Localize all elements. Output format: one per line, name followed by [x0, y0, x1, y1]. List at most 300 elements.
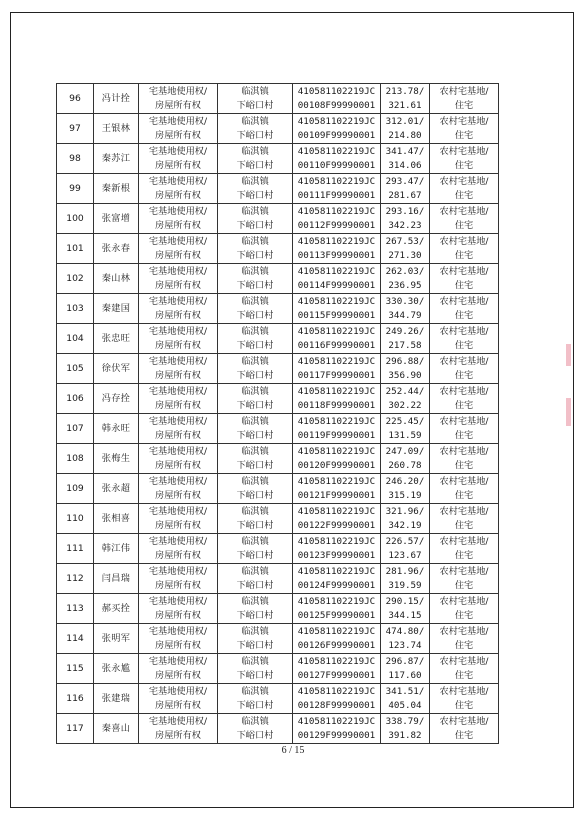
unit-code-cell — [293, 594, 381, 624]
table-row — [57, 264, 499, 294]
location-line: 下峪口村 — [236, 549, 274, 561]
owner-name-cell: 韩永旺 — [94, 414, 139, 444]
location-cell — [218, 114, 293, 144]
usage-line: 农村宅基地/ — [439, 715, 489, 727]
unit-code-cell — [293, 294, 381, 324]
area-cell — [381, 714, 430, 744]
table-row — [57, 114, 499, 144]
right-type-line: 宅基地使用权/ — [148, 505, 208, 517]
area-line: 252.44/ — [385, 385, 425, 397]
location-line: 临淇镇 — [241, 145, 269, 157]
area-line: 214.80 — [388, 129, 422, 141]
location-cell — [218, 534, 293, 564]
area-cell — [381, 174, 430, 204]
location-line: 临淇镇 — [241, 355, 269, 367]
right-type-cell — [139, 294, 218, 324]
usage-line: 住宅 — [454, 249, 474, 261]
area-line: 302.22 — [388, 399, 422, 411]
area-line: 123.74 — [388, 639, 422, 651]
row-number-cell: 109 — [57, 474, 94, 504]
row-number-cell: 113 — [57, 594, 94, 624]
row-number-cell: 105 — [57, 354, 94, 384]
right-type-line: 宅基地使用权/ — [148, 445, 208, 457]
usage-cell — [430, 84, 499, 114]
usage-cell — [430, 444, 499, 474]
location-cell — [218, 294, 293, 324]
usage-line: 农村宅基地/ — [439, 385, 489, 397]
unit-code-line: 00109F99990001 — [297, 129, 376, 141]
unit-code-line: 410581102219JC — [297, 535, 376, 547]
row-number-cell: 102 — [57, 264, 94, 294]
row-number-cell: 98 — [57, 144, 94, 174]
location-line: 临淇镇 — [241, 175, 269, 187]
unit-code-cell — [293, 204, 381, 234]
location-cell — [218, 324, 293, 354]
right-type-line: 房屋所有权 — [155, 519, 201, 531]
right-type-line: 房屋所有权 — [155, 669, 201, 681]
right-type-line: 房屋所有权 — [155, 159, 201, 171]
area-line: 262.03/ — [385, 265, 425, 277]
area-line: 260.78 — [388, 459, 422, 471]
unit-code-cell — [293, 384, 381, 414]
location-line: 下峪口村 — [236, 219, 274, 231]
right-type-line: 宅基地使用权/ — [148, 535, 208, 547]
area-line: 249.26/ — [385, 325, 425, 337]
unit-code-line: 00119F99990001 — [297, 429, 376, 441]
area-line: 117.60 — [388, 669, 422, 681]
unit-code-line: 00121F99990001 — [297, 489, 376, 501]
owner-name-cell: 张永春 — [94, 234, 139, 264]
area-cell — [381, 84, 430, 114]
area-cell — [381, 564, 430, 594]
usage-cell — [430, 144, 499, 174]
right-type-cell — [139, 444, 218, 474]
usage-line: 住宅 — [454, 489, 474, 501]
row-number-cell: 96 — [57, 84, 94, 114]
owner-name-cell: 张明军 — [94, 624, 139, 654]
usage-cell — [430, 504, 499, 534]
right-type-cell — [139, 234, 218, 264]
location-line: 临淇镇 — [241, 295, 269, 307]
table-row — [57, 474, 499, 504]
usage-cell — [430, 204, 499, 234]
usage-cell — [430, 474, 499, 504]
right-type-line: 宅基地使用权/ — [148, 175, 208, 187]
unit-code-cell — [293, 234, 381, 264]
right-type-line: 房屋所有权 — [155, 399, 201, 411]
unit-code-line: 00126F99990001 — [297, 639, 376, 651]
row-number-cell: 110 — [57, 504, 94, 534]
unit-code-cell — [293, 114, 381, 144]
location-cell — [218, 204, 293, 234]
area-line: 312.01/ — [385, 115, 425, 127]
right-type-cell — [139, 114, 218, 144]
unit-code-line: 00112F99990001 — [297, 219, 376, 231]
location-line: 临淇镇 — [241, 205, 269, 217]
location-cell — [218, 684, 293, 714]
table-row — [57, 354, 499, 384]
usage-line: 农村宅基地/ — [439, 445, 489, 457]
location-line: 下峪口村 — [236, 279, 274, 291]
usage-line: 住宅 — [454, 279, 474, 291]
unit-code-line: 410581102219JC — [297, 115, 376, 127]
area-line: 474.80/ — [385, 625, 425, 637]
location-cell — [218, 384, 293, 414]
usage-cell — [430, 654, 499, 684]
location-line: 下峪口村 — [236, 699, 274, 711]
row-number-cell: 97 — [57, 114, 94, 144]
location-cell — [218, 444, 293, 474]
table-row — [57, 534, 499, 564]
table-row — [57, 324, 499, 354]
unit-code-line: 410581102219JC — [297, 355, 376, 367]
area-cell — [381, 534, 430, 564]
right-type-cell — [139, 384, 218, 414]
usage-line: 住宅 — [454, 399, 474, 411]
table-row — [57, 654, 499, 684]
area-cell — [381, 474, 430, 504]
right-type-cell — [139, 474, 218, 504]
right-type-cell — [139, 324, 218, 354]
location-line: 下峪口村 — [236, 189, 274, 201]
table-row — [57, 564, 499, 594]
location-line: 临淇镇 — [241, 115, 269, 127]
usage-cell — [430, 384, 499, 414]
right-type-line: 宅基地使用权/ — [148, 685, 208, 697]
location-cell — [218, 624, 293, 654]
unit-code-line: 00118F99990001 — [297, 399, 376, 411]
location-line: 下峪口村 — [236, 129, 274, 141]
right-type-line: 宅基地使用权/ — [148, 625, 208, 637]
unit-code-cell — [293, 534, 381, 564]
area-line: 321.61 — [388, 99, 422, 111]
area-line: 213.78/ — [385, 85, 425, 97]
unit-code-line: 410581102219JC — [297, 595, 376, 607]
location-line: 下峪口村 — [236, 249, 274, 261]
right-type-line: 房屋所有权 — [155, 219, 201, 231]
unit-code-cell — [293, 354, 381, 384]
right-type-line: 房屋所有权 — [155, 339, 201, 351]
unit-code-line: 410581102219JC — [297, 205, 376, 217]
owner-name-cell: 闫昌瑞 — [94, 564, 139, 594]
right-type-line: 宅基地使用权/ — [148, 295, 208, 307]
unit-code-cell — [293, 654, 381, 684]
usage-line: 住宅 — [454, 369, 474, 381]
area-line: 281.67 — [388, 189, 422, 201]
area-line: 342.19 — [388, 519, 422, 531]
area-cell — [381, 234, 430, 264]
table-row — [57, 684, 499, 714]
unit-code-line: 00108F99990001 — [297, 99, 376, 111]
row-number-cell: 99 — [57, 174, 94, 204]
row-number-cell: 116 — [57, 684, 94, 714]
area-line: 391.82 — [388, 729, 422, 741]
location-line: 临淇镇 — [241, 445, 269, 457]
area-line: 281.96/ — [385, 565, 425, 577]
usage-line: 农村宅基地/ — [439, 115, 489, 127]
location-line: 临淇镇 — [241, 265, 269, 277]
right-type-line: 房屋所有权 — [155, 309, 201, 321]
area-line: 338.79/ — [385, 715, 425, 727]
unit-code-line: 00113F99990001 — [297, 249, 376, 261]
row-number-cell: 114 — [57, 624, 94, 654]
location-line: 下峪口村 — [236, 399, 274, 411]
unit-code-cell — [293, 714, 381, 744]
right-type-cell — [139, 714, 218, 744]
owner-name-cell: 张永超 — [94, 474, 139, 504]
usage-line: 农村宅基地/ — [439, 145, 489, 157]
location-line: 下峪口村 — [236, 609, 274, 621]
right-type-line: 房屋所有权 — [155, 129, 201, 141]
area-line: 246.20/ — [385, 475, 425, 487]
location-line: 下峪口村 — [236, 729, 274, 741]
owner-name-cell: 张梅生 — [94, 444, 139, 474]
usage-line: 住宅 — [454, 159, 474, 171]
right-type-line: 宅基地使用权/ — [148, 355, 208, 367]
location-cell — [218, 564, 293, 594]
unit-code-line: 410581102219JC — [297, 385, 376, 397]
usage-cell — [430, 684, 499, 714]
usage-line: 农村宅基地/ — [439, 265, 489, 277]
area-cell — [381, 504, 430, 534]
right-type-line: 房屋所有权 — [155, 639, 201, 651]
right-type-line: 宅基地使用权/ — [148, 595, 208, 607]
owner-name-cell: 韩江伟 — [94, 534, 139, 564]
area-line: 341.51/ — [385, 685, 425, 697]
area-cell — [381, 444, 430, 474]
owner-name-cell: 秦苏江 — [94, 144, 139, 174]
location-line: 下峪口村 — [236, 669, 274, 681]
owner-name-cell: 张忠旺 — [94, 324, 139, 354]
table-row — [57, 444, 499, 474]
location-line: 下峪口村 — [236, 639, 274, 651]
usage-line: 住宅 — [454, 669, 474, 681]
unit-code-line: 410581102219JC — [297, 655, 376, 667]
usage-cell — [430, 234, 499, 264]
area-line: 225.45/ — [385, 415, 425, 427]
right-type-line: 宅基地使用权/ — [148, 205, 208, 217]
location-line: 下峪口村 — [236, 309, 274, 321]
owner-name-cell: 王银林 — [94, 114, 139, 144]
row-number-cell: 111 — [57, 534, 94, 564]
unit-code-line: 410581102219JC — [297, 325, 376, 337]
right-type-line: 宅基地使用权/ — [148, 655, 208, 667]
location-line: 临淇镇 — [241, 385, 269, 397]
usage-cell — [430, 174, 499, 204]
row-number-cell: 101 — [57, 234, 94, 264]
area-line: 341.47/ — [385, 145, 425, 157]
right-type-line: 房屋所有权 — [155, 99, 201, 111]
usage-line: 农村宅基地/ — [439, 85, 489, 97]
location-line: 临淇镇 — [241, 595, 269, 607]
owner-name-cell: 冯计拴 — [94, 84, 139, 114]
usage-line: 住宅 — [454, 729, 474, 741]
unit-code-cell — [293, 414, 381, 444]
unit-code-cell — [293, 504, 381, 534]
area-cell — [381, 624, 430, 654]
unit-code-cell — [293, 174, 381, 204]
location-cell — [218, 594, 293, 624]
unit-code-line: 410581102219JC — [297, 175, 376, 187]
right-type-line: 房屋所有权 — [155, 549, 201, 561]
location-line: 下峪口村 — [236, 339, 274, 351]
usage-line: 农村宅基地/ — [439, 235, 489, 247]
table-row — [57, 504, 499, 534]
area-cell — [381, 684, 430, 714]
right-type-line: 宅基地使用权/ — [148, 475, 208, 487]
area-line: 293.16/ — [385, 205, 425, 217]
area-line: 356.90 — [388, 369, 422, 381]
usage-line: 农村宅基地/ — [439, 655, 489, 667]
location-line: 临淇镇 — [241, 565, 269, 577]
right-type-cell — [139, 594, 218, 624]
right-type-line: 房屋所有权 — [155, 369, 201, 381]
usage-line: 农村宅基地/ — [439, 595, 489, 607]
registration-table-body — [57, 84, 499, 744]
area-cell — [381, 294, 430, 324]
location-cell — [218, 714, 293, 744]
unit-code-line: 00111F99990001 — [297, 189, 376, 201]
usage-cell — [430, 114, 499, 144]
row-number-cell: 100 — [57, 204, 94, 234]
right-type-line: 宅基地使用权/ — [148, 265, 208, 277]
area-cell — [381, 654, 430, 684]
location-line: 下峪口村 — [236, 159, 274, 171]
unit-code-line: 00123F99990001 — [297, 549, 376, 561]
unit-code-line: 410581102219JC — [297, 295, 376, 307]
location-line: 临淇镇 — [241, 475, 269, 487]
location-cell — [218, 354, 293, 384]
usage-line: 农村宅基地/ — [439, 535, 489, 547]
usage-cell — [430, 564, 499, 594]
location-line: 下峪口村 — [236, 99, 274, 111]
owner-name-cell: 徐伏军 — [94, 354, 139, 384]
row-number-cell: 108 — [57, 444, 94, 474]
unit-code-line: 00124F99990001 — [297, 579, 376, 591]
location-line: 下峪口村 — [236, 429, 274, 441]
location-line: 下峪口村 — [236, 369, 274, 381]
location-line: 临淇镇 — [241, 655, 269, 667]
right-type-line: 房屋所有权 — [155, 489, 201, 501]
unit-code-line: 410581102219JC — [297, 565, 376, 577]
area-cell — [381, 264, 430, 294]
unit-code-line: 00122F99990001 — [297, 519, 376, 531]
area-line: 342.23 — [388, 219, 422, 231]
row-number-cell: 107 — [57, 414, 94, 444]
right-type-line: 宅基地使用权/ — [148, 145, 208, 157]
table-row — [57, 414, 499, 444]
usage-line: 农村宅基地/ — [439, 175, 489, 187]
right-type-line: 宅基地使用权/ — [148, 115, 208, 127]
usage-line: 住宅 — [454, 309, 474, 321]
unit-code-line: 00117F99990001 — [297, 369, 376, 381]
owner-name-cell: 张建瑞 — [94, 684, 139, 714]
usage-cell — [430, 264, 499, 294]
area-line: 217.58 — [388, 339, 422, 351]
usage-line: 住宅 — [454, 189, 474, 201]
unit-code-line: 410581102219JC — [297, 445, 376, 457]
location-cell — [218, 234, 293, 264]
location-cell — [218, 84, 293, 114]
owner-name-cell: 秦建国 — [94, 294, 139, 324]
area-cell — [381, 324, 430, 354]
area-line: 344.15 — [388, 609, 422, 621]
usage-line: 住宅 — [454, 549, 474, 561]
usage-line: 农村宅基地/ — [439, 355, 489, 367]
row-number-cell: 117 — [57, 714, 94, 744]
area-cell — [381, 594, 430, 624]
location-cell — [218, 654, 293, 684]
right-type-cell — [139, 264, 218, 294]
usage-line: 农村宅基地/ — [439, 325, 489, 337]
owner-name-cell: 张富增 — [94, 204, 139, 234]
area-line: 321.96/ — [385, 505, 425, 517]
location-line: 临淇镇 — [241, 715, 269, 727]
location-cell — [218, 264, 293, 294]
unit-code-line: 410581102219JC — [297, 475, 376, 487]
location-line: 临淇镇 — [241, 505, 269, 517]
owner-name-cell: 秦新根 — [94, 174, 139, 204]
area-line: 344.79 — [388, 309, 422, 321]
right-type-line: 房屋所有权 — [155, 429, 201, 441]
right-type-line: 宅基地使用权/ — [148, 415, 208, 427]
table-row — [57, 714, 499, 744]
unit-code-line: 00115F99990001 — [297, 309, 376, 321]
right-type-line: 房屋所有权 — [155, 579, 201, 591]
usage-cell — [430, 294, 499, 324]
usage-cell — [430, 714, 499, 744]
unit-code-line: 00127F99990001 — [297, 669, 376, 681]
unit-code-line: 410581102219JC — [297, 685, 376, 697]
page-number: 6 / 15 — [281, 745, 305, 756]
area-line: 290.15/ — [385, 595, 425, 607]
location-line: 临淇镇 — [241, 325, 269, 337]
unit-code-line: 00128F99990001 — [297, 699, 376, 711]
right-type-cell — [139, 414, 218, 444]
unit-code-line: 00114F99990001 — [297, 279, 376, 291]
table-row — [57, 84, 499, 114]
registration-table — [56, 83, 499, 744]
area-line: 131.59 — [388, 429, 422, 441]
usage-cell — [430, 354, 499, 384]
area-line: 236.95 — [388, 279, 422, 291]
right-type-cell — [139, 174, 218, 204]
area-cell — [381, 144, 430, 174]
table-row — [57, 204, 499, 234]
usage-line: 住宅 — [454, 609, 474, 621]
owner-name-cell: 张相喜 — [94, 504, 139, 534]
usage-line: 农村宅基地/ — [439, 295, 489, 307]
usage-line: 住宅 — [454, 639, 474, 651]
usage-line: 住宅 — [454, 429, 474, 441]
unit-code-line: 410581102219JC — [297, 625, 376, 637]
usage-line: 农村宅基地/ — [439, 505, 489, 517]
unit-code-cell — [293, 444, 381, 474]
right-type-cell — [139, 564, 218, 594]
area-line: 319.59 — [388, 579, 422, 591]
area-line: 293.47/ — [385, 175, 425, 187]
usage-cell — [430, 534, 499, 564]
location-line: 下峪口村 — [236, 579, 274, 591]
area-line: 314.06 — [388, 159, 422, 171]
table-row — [57, 174, 499, 204]
area-line: 271.30 — [388, 249, 422, 261]
location-line: 临淇镇 — [241, 685, 269, 697]
usage-line: 住宅 — [454, 459, 474, 471]
area-line: 296.88/ — [385, 355, 425, 367]
right-type-line: 宅基地使用权/ — [148, 325, 208, 337]
owner-name-cell: 张永尴 — [94, 654, 139, 684]
